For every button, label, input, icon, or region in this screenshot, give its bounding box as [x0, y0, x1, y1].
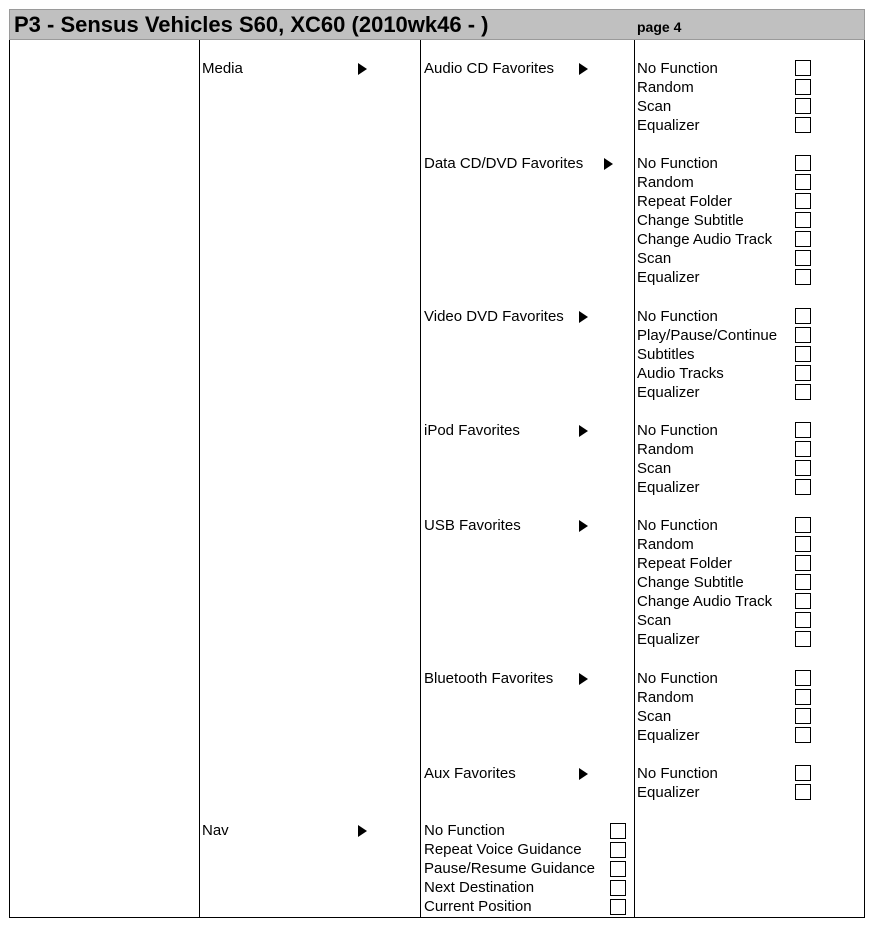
option-checkbox[interactable]: [610, 823, 626, 839]
option-checkbox[interactable]: [610, 899, 626, 915]
option-label: No Function: [637, 670, 718, 687]
option-checkbox[interactable]: [795, 308, 811, 324]
column-divider-1: [199, 40, 200, 918]
option-label: Play/Pause/Continue: [637, 327, 778, 344]
submenu-arrow-icon: [358, 825, 367, 837]
option-label: Next Destination: [424, 879, 535, 896]
option-label: No Function: [637, 517, 718, 534]
option-checkbox[interactable]: [610, 880, 626, 896]
option-checkbox[interactable]: [795, 670, 811, 686]
submenu-arrow-icon: [579, 768, 588, 780]
option-checkbox[interactable]: [795, 517, 811, 533]
submenu-item[interactable]: iPod Favorites: [424, 422, 520, 439]
option-checkbox[interactable]: [795, 555, 811, 571]
option-label: Pause/Resume Guidance: [424, 860, 595, 877]
option-checkbox[interactable]: [795, 574, 811, 590]
option-checkbox[interactable]: [795, 631, 811, 647]
submenu-arrow-icon: [579, 425, 588, 437]
submenu-arrow-icon: [604, 158, 613, 170]
option-label: Scan: [637, 460, 672, 477]
option-checkbox[interactable]: [795, 708, 811, 724]
option-checkbox[interactable]: [795, 117, 811, 133]
submenu-arrow-icon: [358, 63, 367, 75]
option-label: Subtitles: [637, 346, 695, 363]
option-label: No Function: [637, 765, 718, 782]
option-checkbox[interactable]: [795, 79, 811, 95]
option-label: No Function: [424, 822, 505, 839]
submenu-item[interactable]: Data CD/DVD Favorites: [424, 155, 584, 172]
option-checkbox[interactable]: [795, 212, 811, 228]
option-checkbox[interactable]: [795, 460, 811, 476]
option-checkbox[interactable]: [795, 765, 811, 781]
option-label: Equalizer: [637, 117, 700, 134]
menu-item-media[interactable]: Media: [202, 60, 243, 77]
submenu-item[interactable]: Video DVD Favorites: [424, 308, 564, 325]
option-checkbox[interactable]: [795, 612, 811, 628]
option-checkbox[interactable]: [610, 842, 626, 858]
submenu-item[interactable]: Aux Favorites: [424, 765, 516, 782]
option-label: Random: [637, 536, 694, 553]
option-checkbox[interactable]: [795, 174, 811, 190]
option-label: Scan: [637, 612, 672, 629]
option-checkbox[interactable]: [795, 441, 811, 457]
option-label: No Function: [637, 60, 718, 77]
column-divider-2: [420, 40, 421, 918]
option-checkbox[interactable]: [795, 784, 811, 800]
option-label: Random: [637, 441, 694, 458]
submenu-item[interactable]: Bluetooth Favorites: [424, 670, 554, 687]
option-label: Equalizer: [637, 384, 700, 401]
option-checkbox[interactable]: [795, 193, 811, 209]
option-checkbox[interactable]: [795, 384, 811, 400]
option-checkbox[interactable]: [795, 327, 811, 343]
option-label: Scan: [637, 708, 672, 725]
option-label: Equalizer: [637, 784, 700, 801]
page-title: P3 - Sensus Vehicles S60, XC60 (2010wk46 - ): [14, 12, 489, 37]
option-checkbox[interactable]: [795, 593, 811, 609]
option-label: Scan: [637, 250, 672, 267]
option-label: Repeat Voice Guidance: [424, 841, 582, 858]
column-divider-3: [634, 40, 635, 918]
option-label: Audio Tracks: [637, 365, 724, 382]
option-label: Repeat Folder: [637, 193, 733, 210]
option-checkbox[interactable]: [795, 346, 811, 362]
option-label: Equalizer: [637, 727, 700, 744]
option-checkbox[interactable]: [610, 861, 626, 877]
option-checkbox[interactable]: [795, 98, 811, 114]
option-label: Repeat Folder: [637, 555, 733, 572]
option-label: No Function: [637, 155, 718, 172]
option-label: No Function: [637, 422, 718, 439]
option-checkbox[interactable]: [795, 231, 811, 247]
option-checkbox[interactable]: [795, 479, 811, 495]
submenu-arrow-icon: [579, 311, 588, 323]
page-header: [9, 9, 865, 40]
option-checkbox[interactable]: [795, 422, 811, 438]
submenu-arrow-icon: [579, 520, 588, 532]
option-label: Random: [637, 174, 694, 191]
submenu-arrow-icon: [579, 63, 588, 75]
option-label: Equalizer: [637, 269, 700, 286]
option-label: Random: [637, 79, 694, 96]
option-label: Change Audio Track: [637, 231, 773, 248]
submenu-arrow-icon: [579, 673, 588, 685]
option-checkbox[interactable]: [795, 250, 811, 266]
option-label: No Function: [637, 308, 718, 325]
submenu-item[interactable]: USB Favorites: [424, 517, 521, 534]
option-label: Change Subtitle: [637, 212, 744, 229]
menu-item-nav[interactable]: Nav: [202, 822, 229, 839]
option-label: Random: [637, 689, 694, 706]
option-checkbox[interactable]: [795, 727, 811, 743]
option-checkbox[interactable]: [795, 689, 811, 705]
page-number: page 4: [637, 19, 682, 35]
option-label: Equalizer: [637, 479, 700, 496]
option-checkbox[interactable]: [795, 60, 811, 76]
option-checkbox[interactable]: [795, 365, 811, 381]
option-checkbox[interactable]: [795, 155, 811, 171]
option-label: Change Subtitle: [637, 574, 744, 591]
option-checkbox[interactable]: [795, 269, 811, 285]
option-checkbox[interactable]: [795, 536, 811, 552]
option-label: Equalizer: [637, 631, 700, 648]
submenu-item[interactable]: Audio CD Favorites: [424, 60, 555, 77]
option-label: Current Position: [424, 898, 532, 915]
option-label: Scan: [637, 98, 672, 115]
option-label: Change Audio Track: [637, 593, 773, 610]
